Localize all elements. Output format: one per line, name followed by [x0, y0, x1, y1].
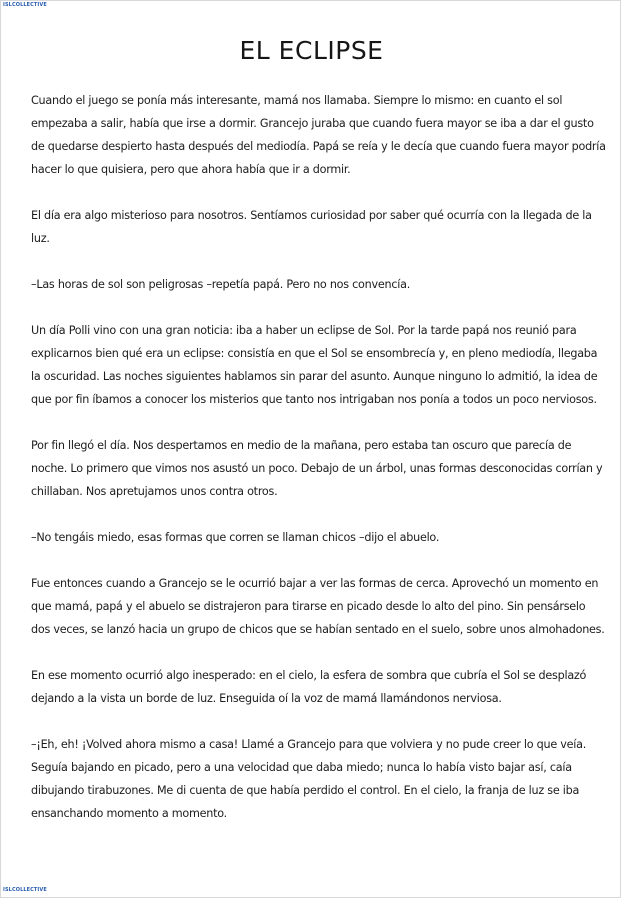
paragraph-6: –No tengáis miedo, esas formas que corren se llaman chicos –dijo el abuelo. — [31, 531, 440, 544]
paragraph-7: Fue entonces cuando a Grancejo se le ocurrió bajar a ver las formas de cerca. Aprovechó un momento en que mamá, papá y el abuelo se distrajeron para tirarse en picado desde lo alto del pino. Sin pensárselo dos veces, se lanzó hacia un grupo de chicos que se habían sentado en el suelo, sobre unos almohadones. — [31, 577, 605, 636]
page-title: EL ECLIPSE — [239, 36, 384, 65]
watermark-bottom: ISLCOLLECTIVE — [3, 887, 47, 893]
paragraph-8: En ese momento ocurrió algo inesperado: en el cielo, la esfera de sombra que cubría el Sol se desplazó dejando a la vista un borde de luz. Enseguida oí la voz de mamá llamándonos nerviosa. — [31, 669, 587, 705]
watermark-top: ISLCOLLECTIVE — [3, 2, 47, 8]
story-body — [31, 89, 606, 848]
paragraph-3: –Las horas de sol son peligrosas –repetía papá. Pero no nos convencía. — [31, 278, 411, 291]
paragraph-5: Por fin llegó el día. Nos despertamos en medio de la mañana, pero estaba tan oscuro que parecía de noche. Lo primero que vimos nos asustó un poco. Debajo de un árbol, unas formas desconocidas corrían y chillaban. Nos apretujamos unos contra otros. — [31, 439, 603, 498]
paragraph-9: –¡Eh, eh! ¡Volved ahora mismo a casa! Llamé a Grancejo para que volviera y no pude creer lo que veía. Seguía bajando en picado, pero a una velocidad que daba miedo; nunca lo había visto bajar así, caía dibujando tirabuzones. Me di cuenta de que había perdido el control. En el cielo, la franja de luz se iba ensanchando momento a momento. — [31, 738, 587, 820]
paragraph-4: Un día Polli vino con una gran noticia: iba a haber un eclipse de Sol. Por la tarde papá nos reunió para explicarnos bien qué era un eclipse: consistía en que el Sol se ensombrecía y, en pleno mediodía, llegaba la oscuridad. Las noches siguientes hablamos sin parar del asunto. Aunque ninguno lo admitió, la idea de que por fin íbamos a conocer los misterios que tanto nos intrigaban nos ponía a todos un poco nerviosos. — [31, 324, 598, 406]
paragraph-2: El día era algo misterioso para nosotros. Sentíamos curiosidad por saber qué ocurría con la llegada de la luz. — [31, 209, 592, 245]
paragraph-1: Cuando el juego se ponía más interesante, mamá nos llamaba. Siempre lo mismo: en cuanto el sol empezaba a salir, había que irse a dormir. Grancejo juraba que cuando fuera mayor se iba a dar el gusto de quedarse despierto hasta después del mediodía. Papá se reía y le decía que cuando fuera mayor podría hacer lo que quisiera, pero que ahora había que ir a dormir. — [31, 94, 606, 176]
